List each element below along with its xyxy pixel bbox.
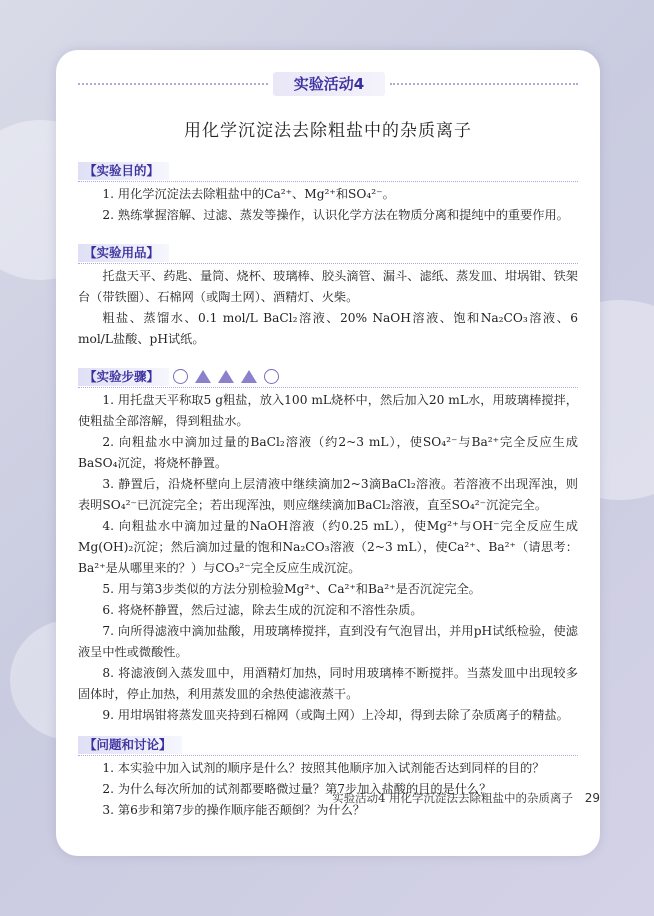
flame-warning-icon [218,370,234,383]
page-number: 29 [584,791,600,805]
section-header [78,368,578,386]
list-item: 1. 用化学沉淀法去除粗盐中的Ca²⁺、Mg²⁺和SO₄²⁻。 [102,187,395,201]
hot-surface-icon [241,370,257,383]
activity-banner [78,72,578,96]
section-rule [78,181,578,182]
page-footer [0,790,600,806]
step-item: 2. 向粗盐水中滴加过量的BaCl₂溶液（约2~3 mL），使SO₄²⁻与Ba²⁺完全反应生成BaSO₄沉淀，将烧杯静置。 [78,435,578,470]
step-item: 6. 将烧杯静置，然后过滤，除去生成的沉淀和不溶性杂质。 [102,603,423,617]
step-item: 5. 用与第3步类似的方法分别检验Mg²⁺、Ca²⁺和Ba²⁺是否沉淀完全。 [102,582,481,596]
footer-title: 实验活动4 用化学沉淀法去除粗盐中的杂质离子 [332,791,574,805]
section-heading: 【问题和讨论】 [78,736,182,754]
step-item: 3. 静置后，沿烧杯壁向上层清液中继续滴加2~3滴BaCl₂溶液。若溶液不出现浑浊，则表明SO₄²⁻已沉淀完全；若出现浑浊，则应继续滴加BaCl₂溶液，直至SO₄²⁻沉淀完全。 [78,477,578,512]
warning-icon [195,370,211,383]
list-item: 粗盐、蒸馏水、0.1 mol/L BaCl₂溶液、20% NaOH溶液、饱和Na₂CO₃溶液、6 mol/L盐酸、pH试纸。 [78,311,578,346]
section-heading: 【实验目的】 [78,162,169,180]
list-item: 3. 第6步和第7步的操作顺序能否颠倒？为什么？ [102,803,365,817]
list-item: 托盘天平、药匙、量筒、烧杯、玻璃棒、胶头滴管、漏斗、滤纸、蒸发皿、坩埚钳、铁架台（带铁圈）、石棉网（或陶土网）、酒精灯、火柴。 [78,269,578,304]
section-heading: 【实验步骤】 [78,368,169,386]
section-purpose [78,162,578,226]
section-header [78,162,578,180]
section-rule [78,263,578,264]
section-discussion [78,736,578,821]
section-rule [78,387,578,388]
list-item: 1. 本实验中加入试剂的顺序是什么？按照其他顺序加入试剂能否达到同样的目的？ [102,761,545,775]
step-item: 7. 向所得滤液中滴加盐酸，用玻璃棒搅拌，直到没有气泡冒出，并用pH试纸检验，使滤液呈中性或微酸性。 [78,624,578,659]
step-item: 1. 用托盘天平称取5 g粗盐，放入100 mL烧杯中，然后加入20 mL水，用玻璃棒搅拌，使粗盐全部溶解，得到粗盐水。 [78,393,578,428]
banner-dots-left [78,83,268,85]
section-steps [78,368,578,726]
safety-icons [170,369,279,384]
section-header [78,244,578,262]
goggles-icon [173,369,188,384]
page-title: 用化学沉淀法去除粗盐中的杂质离子 [184,121,472,141]
banner-label: 实验活动4 [273,72,385,96]
step-item: 4. 向粗盐水中滴加过量的NaOH溶液（约0.25 mL），使Mg²⁺与OH⁻完全反应生成Mg(OH)₂沉淀；然后滴加过量的饱和Na₂CO₃溶液（2~3 mL），使Ca²⁺、Ba²⁺（请思考：Ba²⁺是从哪里来的？）与CO₃²⁻完全反应生成沉淀。 [78,519,578,575]
page-card [56,50,600,856]
section-header [78,736,578,754]
list-item: 2. 熟练掌握溶解、过滤、蒸发等操作，认识化学方法在物质分离和提纯中的重要作用。 [102,208,569,222]
section-materials [78,244,578,350]
section-heading: 【实验用品】 [78,244,169,262]
list-item: 2. 为什么每次所加的试剂都要略微过量？第7步加入盐酸的目的是什么？ [102,782,492,796]
step-item: 9. 用坩埚钳将蒸发皿夹持到石棉网（或陶土网）上冷却，得到去除了杂质离子的精盐。 [102,708,569,722]
wash-hands-icon [264,369,279,384]
step-item: 8. 将滤液倒入蒸发皿中，用酒精灯加热，同时用玻璃棒不断搅拌。当蒸发皿中出现较多固体时，停止加热，利用蒸发皿的余热使滤液蒸干。 [78,666,578,701]
section-rule [78,755,578,756]
banner-dots-right [390,83,578,85]
